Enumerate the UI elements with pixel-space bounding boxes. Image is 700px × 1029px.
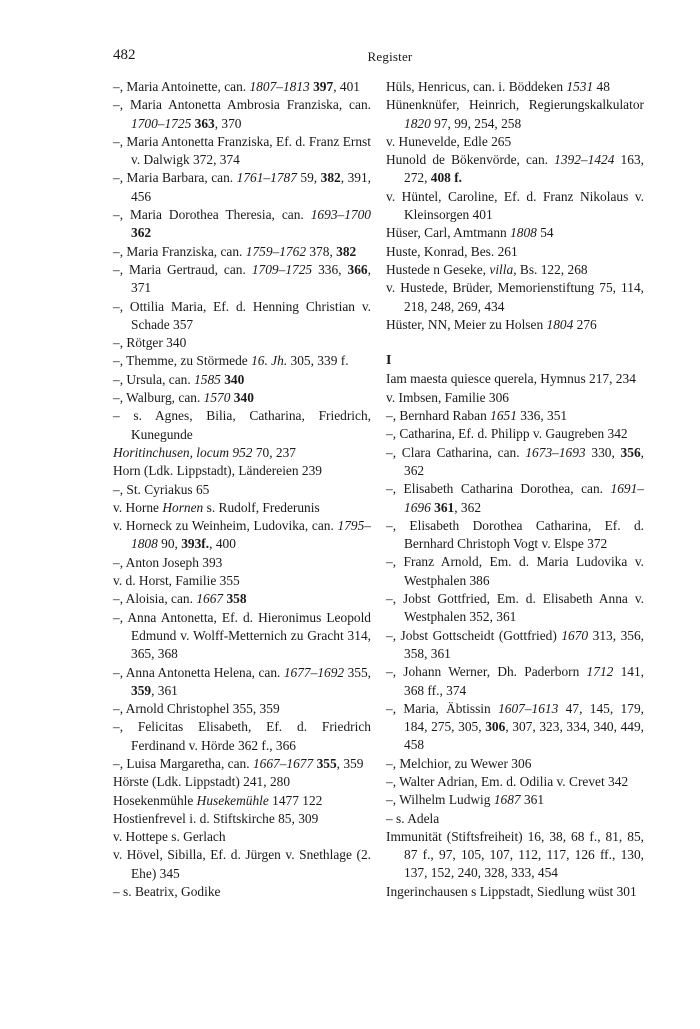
index-entry: –, Anton Joseph 393 bbox=[113, 554, 223, 570]
index-entry: v. Hottepe s. Gerlach bbox=[113, 829, 226, 845]
index-entry: Iam maesta quiesce querela, Hymnus 217, 234 bbox=[386, 371, 636, 387]
index-entry: –, Maria Antoinette, can. 1807–1813 397, 401 bbox=[113, 79, 360, 94]
index-entry: Hostienfrevel i. d. Stiftskirche 85, 309 bbox=[113, 810, 319, 826]
index-entry: v. d. Horst, Familie 355 bbox=[113, 573, 240, 589]
index-entry: v. Hunevelde, Edle 265 bbox=[386, 133, 512, 149]
running-header: Register bbox=[367, 49, 413, 64]
index-entry: –, Elisabeth Catharina Dorothea, can. 1691–1696 361, 362 bbox=[386, 481, 644, 515]
index-entry: –, Jobst Gottscheidt (Gottfried) 1670 313, 356, 358, 361 bbox=[386, 627, 644, 661]
index-entry: Horitinchusen, locum 952 70, 237 bbox=[113, 444, 297, 460]
index-entry: v. Horne Hornen s. Rudolf, Frederunis bbox=[113, 499, 320, 515]
index-entry: Hosekenmühle Husekemühle 1477 122 bbox=[113, 792, 323, 808]
index-entry: –, Wilhelm Ludwig 1687 361 bbox=[386, 792, 545, 808]
index-entry: Ingerinchausen s Lippstadt, Siedlung wüst 301 bbox=[386, 883, 637, 899]
index-entry: –, Maria, Äbtissin 1607–1613 47, 145, 179, 184, 275, 305, 306, 307, 323, 334, 340, 449, 458 bbox=[386, 700, 645, 753]
index-entry: Huste, Konrad, Bes. 261 bbox=[386, 243, 518, 259]
index-entry: –, Franz Arnold, Em. d. Maria Ludovika v. Westphalen 386 bbox=[386, 554, 644, 588]
index-entry: –, Maria Antonetta Ambrosia Franziska, can. 1700–1725 363, 370 bbox=[113, 97, 371, 131]
index-entry: v. Horneck zu Weinheim, Ludovika, can. 1795–1808 90, 393f., 400 bbox=[113, 518, 371, 552]
index-entry: Horn (Ldk. Lippstadt), Ländereien 239 bbox=[113, 463, 322, 479]
index-entry: –, Maria Franziska, can. 1759–1762 378, 382 bbox=[113, 243, 357, 259]
index-entry: Hüls, Henricus, can. i. Böddeken 1531 48 bbox=[386, 79, 610, 94]
index-entry: –, Maria Barbara, can. 1761–1787 59, 382, 391, 456 bbox=[113, 170, 372, 204]
index-entry: –, Rötger 340 bbox=[113, 335, 187, 351]
index-entry: Hörste (Ldk. Lippstadt) 241, 280 bbox=[113, 774, 291, 790]
index-column-left bbox=[113, 78, 371, 901]
index-entry: –, Anna Antonetta Helena, can. 1677–1692 355, 359, 361 bbox=[113, 664, 371, 698]
index-entry: – s. Agnes, Bilia, Catharina, Friedrich, Kunegunde bbox=[113, 408, 371, 442]
index-entry: –, Felicitas Elisabeth, Ef. d. Friedrich Ferdinand v. Hörde 362 f., 366 bbox=[113, 719, 371, 753]
index-entry: – s. Beatrix, Godike bbox=[113, 884, 221, 900]
index-entry: v. Hövel, Sibilla, Ef. d. Jürgen v. Snethlage (2. Ehe) 345 bbox=[113, 847, 371, 881]
index-entry: Hustede n Geseke, villa, Bs. 122, 268 bbox=[386, 261, 588, 277]
index-entry: –, Bernhard Raban 1651 336, 351 bbox=[386, 408, 568, 424]
index-entry: Hüster, NN, Meier zu Holsen 1804 276 bbox=[386, 316, 597, 332]
index-entry: –, Aloisia, can. 1667 358 bbox=[113, 591, 247, 607]
index-entry: –, Elisabeth Dorothea Catharina, Ef. d. Bernhard Christoph Vogt v. Elspe 372 bbox=[386, 517, 644, 552]
index-entry: –, Catharina, Ef. d. Philipp v. Gaugreben 342 bbox=[386, 426, 628, 442]
index-entry: –, Walburg, can. 1570 340 bbox=[113, 390, 254, 406]
index-entry: –, Themme, zu Störmede 16. Jh. 305, 339 f. bbox=[113, 353, 349, 369]
index-entry: –, St. Cyriakus 65 bbox=[113, 481, 210, 497]
index-entry: –, Maria Antonetta Franziska, Ef. d. Franz Ernst v. Dalwigk 372, 374 bbox=[113, 133, 371, 168]
index-entry: Hüser, Carl, Amtmann 1808 54 bbox=[386, 225, 554, 241]
index-entry: –, Luisa Margaretha, can. 1667–1677 355, 359 bbox=[113, 755, 364, 771]
index-entry: –, Jobst Gottfried, Em. d. Elisabeth Anna v. Westphalen 352, 361 bbox=[386, 591, 644, 625]
index-entry: v. Hüntel, Caroline, Ef. d. Franz Nikolaus v. Kleinsorgen 401 bbox=[386, 188, 644, 223]
index-entry: –, Melchior, zu Wewer 306 bbox=[386, 755, 532, 771]
index-group-i bbox=[386, 370, 644, 901]
index-entry: Hunold de Bökenvörde, can. 1392–1424 163, 272, 408 f. bbox=[386, 152, 644, 186]
index-entry: –, Maria Gertraud, can. 1709–1725 336, 366, 371 bbox=[113, 261, 371, 296]
index-entry: Immunität (Stiftsfreiheit) 16, 38, 68 f., 81, 85, 87 f., 97, 105, 107, 112, 117, 126 ff., 130, 137, 152, 240, 328, 333, 454 bbox=[386, 828, 644, 881]
index-entry: –, Anna Antonetta, Ef. d. Hieronimus Leopold Edmund v. Wolff-Metternich zu Gracht 314, 365, 368 bbox=[113, 609, 371, 662]
index-entry: –, Clara Catharina, can. 1673–1693 330, 356, 362 bbox=[386, 444, 644, 478]
index-entry: –, Ursula, can. 1585 340 bbox=[113, 371, 245, 387]
index-entry: –, Ottilia Maria, Ef. d. Henning Christian v. Schade 357 bbox=[113, 298, 371, 332]
index-entry: –, Maria Dorothea Theresia, can. 1693–1700 362 bbox=[113, 207, 371, 241]
index-entry: –, Johann Werner, Dh. Paderborn 1712 141, 368 ff., 374 bbox=[386, 664, 644, 698]
index-entry: v. Hustede, Brüder, Memorienstiftung 75, 114, 218, 248, 269, 434 bbox=[386, 280, 644, 314]
index-entry: –, Arnold Christophel 355, 359 bbox=[113, 701, 280, 717]
index-column-right bbox=[386, 78, 644, 901]
index-entry: v. Imbsen, Familie 306 bbox=[386, 389, 509, 405]
index-group-h bbox=[386, 78, 644, 334]
index-entry: Hünenknüfer, Heinrich, Regierungskalkulator 1820 97, 99, 254, 258 bbox=[386, 97, 644, 131]
index-entry: –, Walter Adrian, Em. d. Odilia v. Crevet 342 bbox=[386, 773, 629, 789]
section-letter: I bbox=[386, 353, 392, 369]
index-entry: – s. Adela bbox=[386, 810, 440, 826]
page-number: 482 bbox=[113, 47, 136, 63]
